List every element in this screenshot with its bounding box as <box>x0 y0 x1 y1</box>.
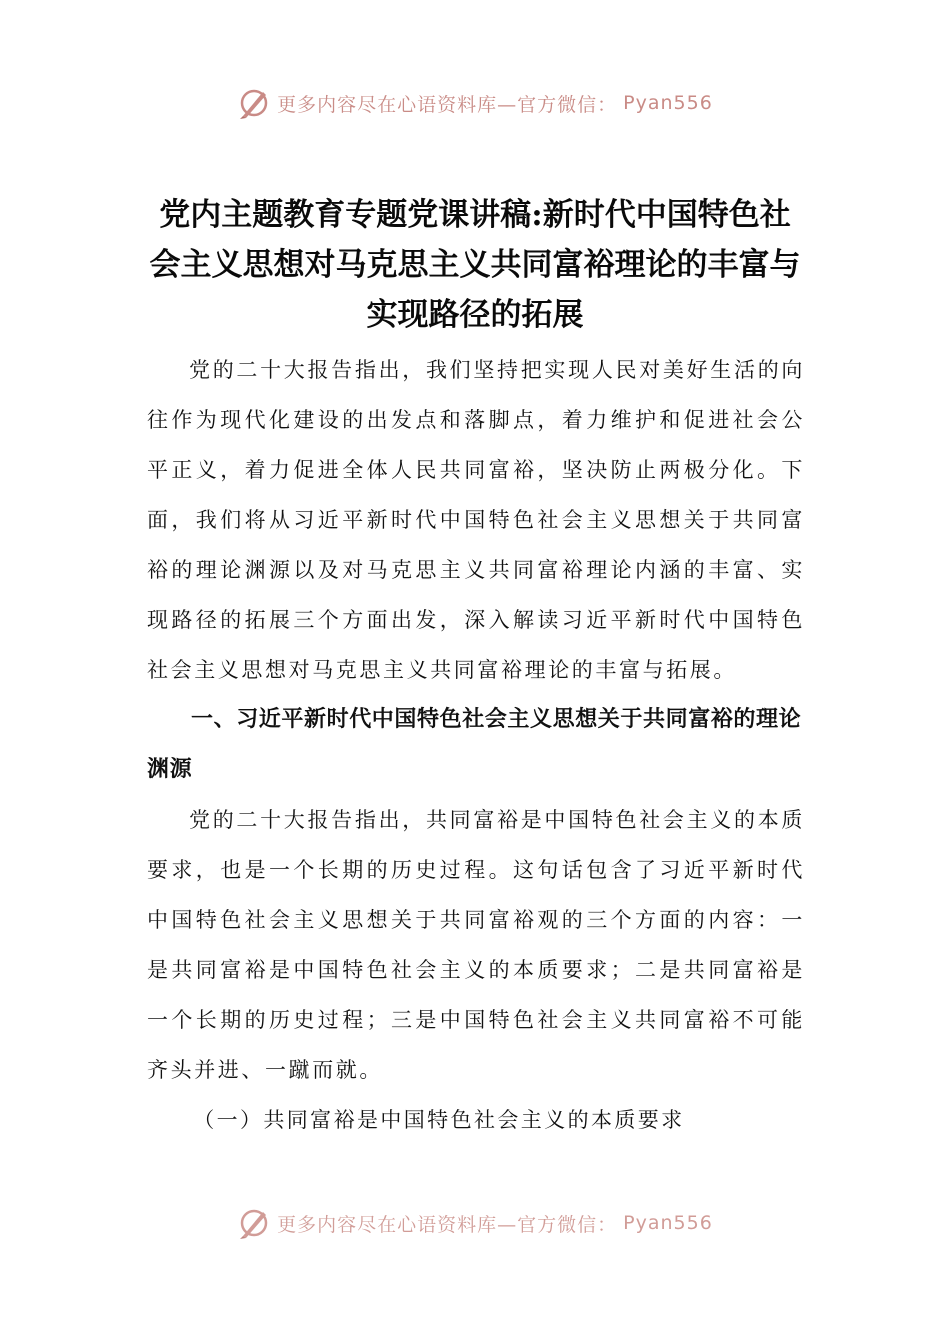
document-title: 党内主题教育专题党课讲稿:新时代中国特色社会主义思想对马克思主义共同富裕理论的丰富与实现路径的拓展 <box>149 197 801 333</box>
watermark-text: 更多内容尽在心语资料库—官方微信： <box>277 93 618 116</box>
watermark-text: 更多内容尽在心语资料库—官方微信： <box>277 1213 618 1236</box>
pen-in-circle-icon <box>237 86 271 120</box>
intro-paragraph: 党的二十大报告指出，我们坚持把实现人民对美好生活的向往作为现代化建设的出发点和落脚点，着力维护和促进社会公平正义，着力促进全体人民共同富裕，坚决防止两极分化。下面，我们将从习近平新时代中国特色社会主义思想关于共同富裕的理论渊源以及对马克思主义共同富裕理论内涵的丰富、实现路径的拓展三个方面出发，深入解读习近平新时代中国特色社会主义思想对马克思主义共同富裕理论的丰富与拓展。 <box>147 358 805 682</box>
section-1-paragraph: 党的二十大报告指出，共同富裕是中国特色社会主义的本质要求，也是一个长期的历史过程。这句话包含了习近平新时代中国特色社会主义思想关于共同富裕观的三个方面的内容：一是共同富裕是中国特色社会主义的本质要求；二是共同富裕是一个长期的历史过程；三是中国特色社会主义共同富裕不可能齐头并进、一蹴而就。 <box>147 808 805 1082</box>
watermark-wechat-id: Pyan556 <box>623 1212 713 1234</box>
header-watermark <box>0 86 950 120</box>
document-body <box>147 345 805 1145</box>
watermark-wechat-id: Pyan556 <box>623 92 713 114</box>
footer-watermark <box>0 1206 950 1240</box>
pen-in-circle-icon <box>237 1206 271 1240</box>
section-1-heading: 一、习近平新时代中国特色社会主义思想关于共同富裕的理论渊源 <box>147 707 802 782</box>
subsection-1-heading: （一）共同富裕是中国特色社会主义的本质要求 <box>193 1108 685 1132</box>
